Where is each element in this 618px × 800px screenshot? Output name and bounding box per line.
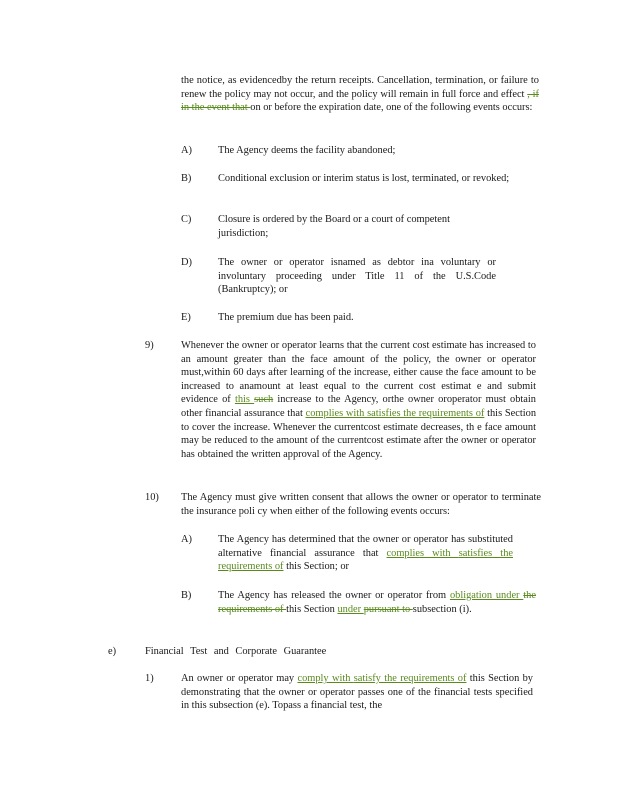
event-label-a: A): [181, 145, 192, 156]
item-10-a-text: The Agency has determined that the owner or operator has substituted alternative financial assurance that complies with satisfies the requirements of this Section; or: [218, 534, 513, 573]
deleted-text: pursuant to: [363, 603, 413, 615]
section-e-label: e): [108, 646, 117, 657]
item-10-b-text: The Agency has released the owner or operator from obligation under the requirements of this Section under pursuant to subsection (i).: [218, 590, 536, 615]
inserted-text: under: [337, 603, 364, 615]
item-9-label: 9): [145, 340, 154, 351]
event-text-e: The premium due has been paid.: [218, 312, 354, 323]
event-label-e: E): [181, 312, 191, 323]
inserted-text: complies with: [386, 547, 459, 559]
inserted-text: comply with: [297, 673, 354, 684]
inserted-text: obligation under: [449, 590, 524, 601]
deleted-text: such: [254, 394, 274, 406]
item-e1-label: 1): [145, 673, 154, 684]
deleted-text: the requirements of: [218, 590, 536, 615]
item-10-a-label: A): [181, 534, 192, 545]
event-label-b: B): [181, 173, 192, 184]
deleted-text: , if in the event that: [181, 88, 539, 114]
item-e1-paragraph: An owner or operator may comply with satisfy the requirements of this Section by demonstrating that the owner or operator passes one of the financial tests specified in this subsection (e). Topass a financial test, the: [181, 673, 533, 712]
event-text-b: Conditional exclusion or interim status is lost, terminated, or revoked;: [218, 173, 510, 184]
inserted-text: satisfy the requirements of: [353, 673, 467, 684]
item-9-paragraph: Whenever the owner or operator learns that the current cost estimate has increased to an amount greater than the face amount of the policy, the owner or operator must,within 60 days after learning of the increase, either cause the face amount to be increased to anamount at least equal to the current cost estimat e and submit evidence of this such increase to the Agency, orthe owner oroperator must obtain other financial assurance that complies with satisfies the requirements of this Section to cover the increase. Whenever the currentcost estimate decreases, th e face amount may be reduced to the amount of the currentcost estimate after the owner or operator has obtained the written approval of the Agency.: [181, 340, 537, 460]
event-text-d: The owner or operator isnamed as debtor ina voluntary or involuntary proceeding under Title 11 of the U.S.Code (Bankruptcy); or: [218, 257, 496, 296]
event-label-d: D): [181, 257, 192, 268]
inserted-text: satisfies the requirements of: [218, 547, 513, 573]
intro-paragraph: the notice, as evidencedby the return receipts. Cancellation, termination, or failure to renew the policy may not occur, and the policy will remain in full force and effect , if in the event that on or before the expiration date, one of the following events occurs:: [181, 75, 539, 114]
event-text-a: The Agency deems the facility abandoned;: [218, 145, 396, 156]
inserted-text: this: [234, 394, 255, 406]
inserted-text: complies with: [305, 407, 368, 419]
event-label-c: C): [181, 214, 192, 225]
item-10-b-label: B): [181, 590, 192, 601]
item-10-paragraph: The Agency must give written consent that allows the owner or operator to terminate the insurance poli cy when either of the following events occurs:: [181, 492, 541, 517]
event-text-c: Closure is ordered by the Board or a court of competent jurisdiction;: [218, 214, 450, 239]
inserted-text: satisfies the requirements of: [367, 407, 485, 419]
item-10-label: 10): [145, 492, 159, 503]
section-e-heading: Financial Test and Corporate Guarantee: [145, 646, 327, 657]
